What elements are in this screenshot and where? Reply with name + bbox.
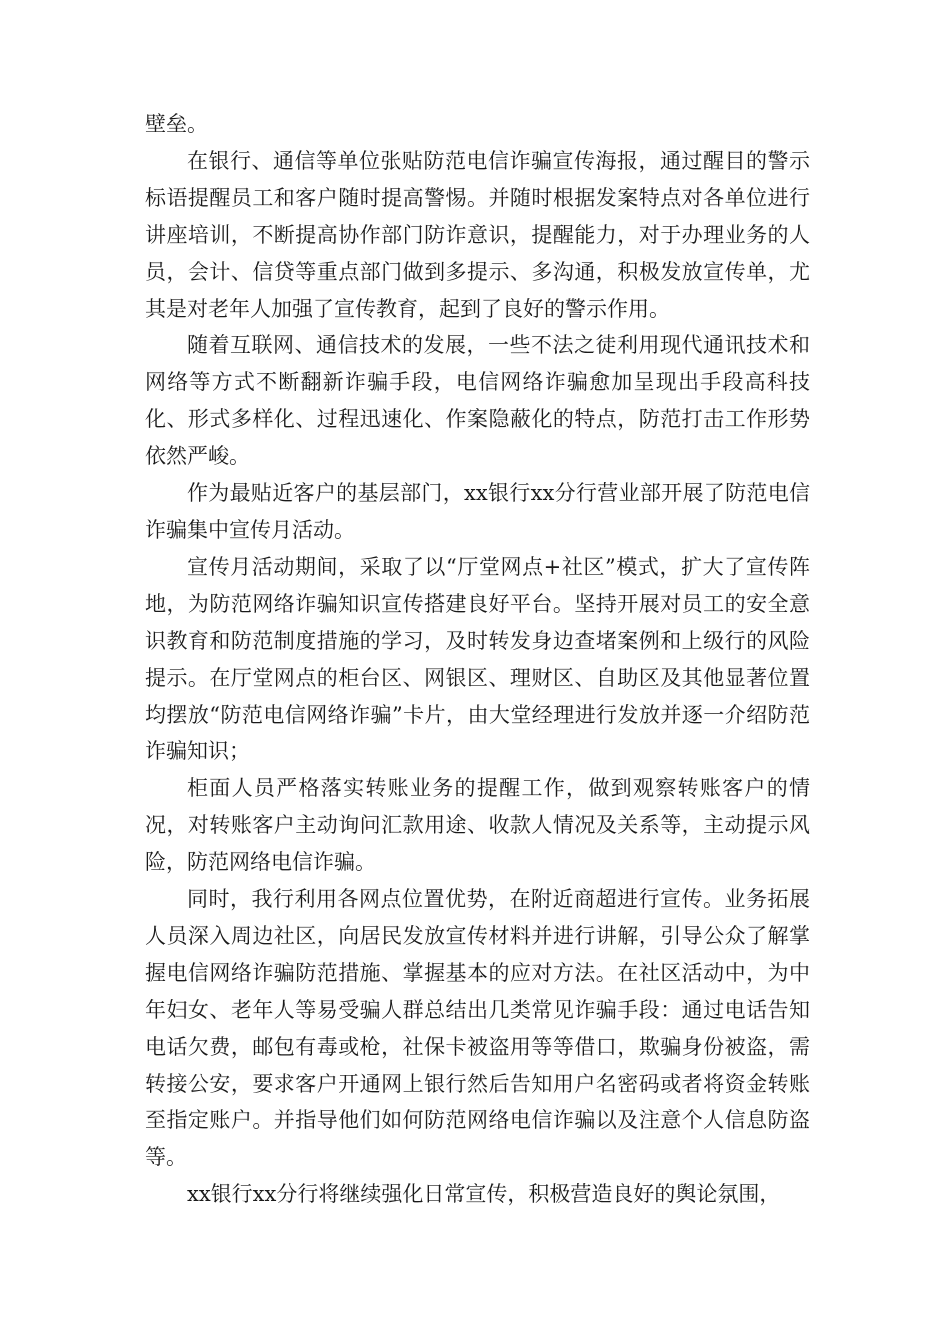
paragraph-counter-staff: 柜面人员严格落实转账业务的提醒工作，做到观察转账客户的情况，对转账客户主动询问汇款用途、收款人情况及关系等，主动提示风险，防范网络电信诈骗。 [145,776,810,875]
paragraph-closing: xx银行xx分行将继续强化日常宣传，积极营造良好的舆论氛围， [187,1182,781,1207]
document-body [145,106,810,1213]
paragraph-campaign-intro: 作为最贴近客户的基层部门，xx银行xx分行营业部开展了防范电信诈骗集中宣传月活动。 [145,481,810,542]
paragraph-campaign-details: 宣传月活动期间，采取了以“厅堂网点+社区”模式，扩大了宣传阵地，为防范网络诈骗知识宣传搭建良好平台。坚持开展对员工的安全意识教育和防范制度措施的学习，及时转发身边查堵案例和上级行的风险提示。在厅堂网点的柜台区、网银区、理财区、自助区及其他显著位置均摆放“防范电信网络诈骗”卡片，由大堂经理进行发放并逐一介绍防范诈骗知识； [145,554,810,764]
paragraph-background: 随着互联网、通信技术的发展，一些不法之徒利用现代通讯技术和网络等方式不断翻新诈骗手段，电信网络诈骗愈加呈现出手段高科技化、形式多样化、过程迅速化、作案隐蔽化的特点，防范打击工作形势依然严峻。 [145,333,810,469]
paragraph-posters: 在银行、通信等单位张贴防范电信诈骗宣传海报，通过醒目的警示标语提醒员工和客户随时提高警惕。并随时根据发案特点对各单位进行讲座培训，不断提高协作部门防诈意识，提醒能力，对于办理业务的人员，会计、信贷等重点部门做到多提示、多沟通，积极发放宣传单，尤其是对老年人加强了宣传教育，起到了良好的警示作用。 [145,148,810,321]
paragraph-community-outreach: 同时，我行利用各网点位置优势，在附近商超进行宣传。业务拓展人员深入周边社区，向居民发放宣传材料并进行讲解，引导公众了解掌握电信网络诈骗防范措施、掌握基本的应对方法。在社区活动中，为中年妇女、老年人等易受骗人群总结出几类常见诈骗手段：通过电话告知电话欠费，邮包有毒或枪，社保卡被盗用等等借口，欺骗身份被盗，需转接公安，要求客户开通网上银行然后告知用户名密码或者将资金转账至指定账户。并指导他们如何防范网络电信诈骗以及注意个人信息防盗等。 [145,887,810,1170]
paragraph-continuation: 壁垒。 [145,112,208,136]
